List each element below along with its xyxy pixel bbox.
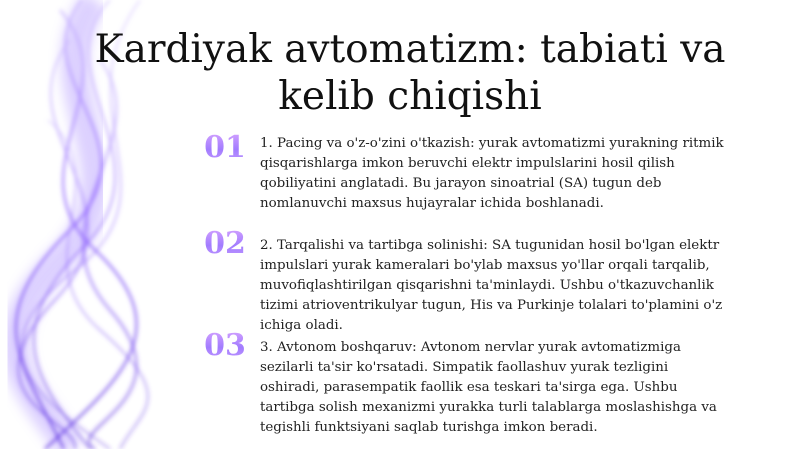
- item-number: 02: [198, 226, 252, 261]
- item-text: 1. Pacing va o'z-o'zini o'tkazish: yurak avtomatizmi yurakning ritmik qisqarishlarga imkon beruvchi elektr impulslarini hosil qilish qobiliyatini anglatadi. Bu jarayon sinoatrial (SA) tugun deb nomlanuvchi maxsus hujayralar ichida boshlanadi.: [260, 136, 724, 211]
- item-text: 2. Tarqalishi va tartibga solinishi: SA tugunidan hosil bo'lgan elektr impulslari yurak kameralari bo'ylab maxsus yo'llar orqali tarqalib, muvofiqlashtirilgan qisqarishni ta'minlaydi. Ushbu o'tkazuvchanlik tizimi atrioventrikulyar tugun, His va Purkinje tolalari to'plamini o'z ichiga oladi.: [260, 238, 723, 333]
- item-number: 01: [198, 130, 252, 165]
- item-text: 3. Avtonom boshqaruv: Avtonom nervlar yurak avtomatizmiga sezilarli ta'sir ko'rsatadi. Simpatik faollashuv yurak tezligini oshiradi, parasempatik faollik esa teskari ta'sirga ega. Ushbu tartibga solish mexanizmi yurakka turli talablarga moslashishga va tegishli funktsiyani saqlab turishga imkon beradi.: [260, 340, 717, 435]
- item-number: 03: [198, 328, 252, 363]
- slide-title: Kardiyak avtomatizm: tabiati va kelib chiqishi: [94, 27, 726, 119]
